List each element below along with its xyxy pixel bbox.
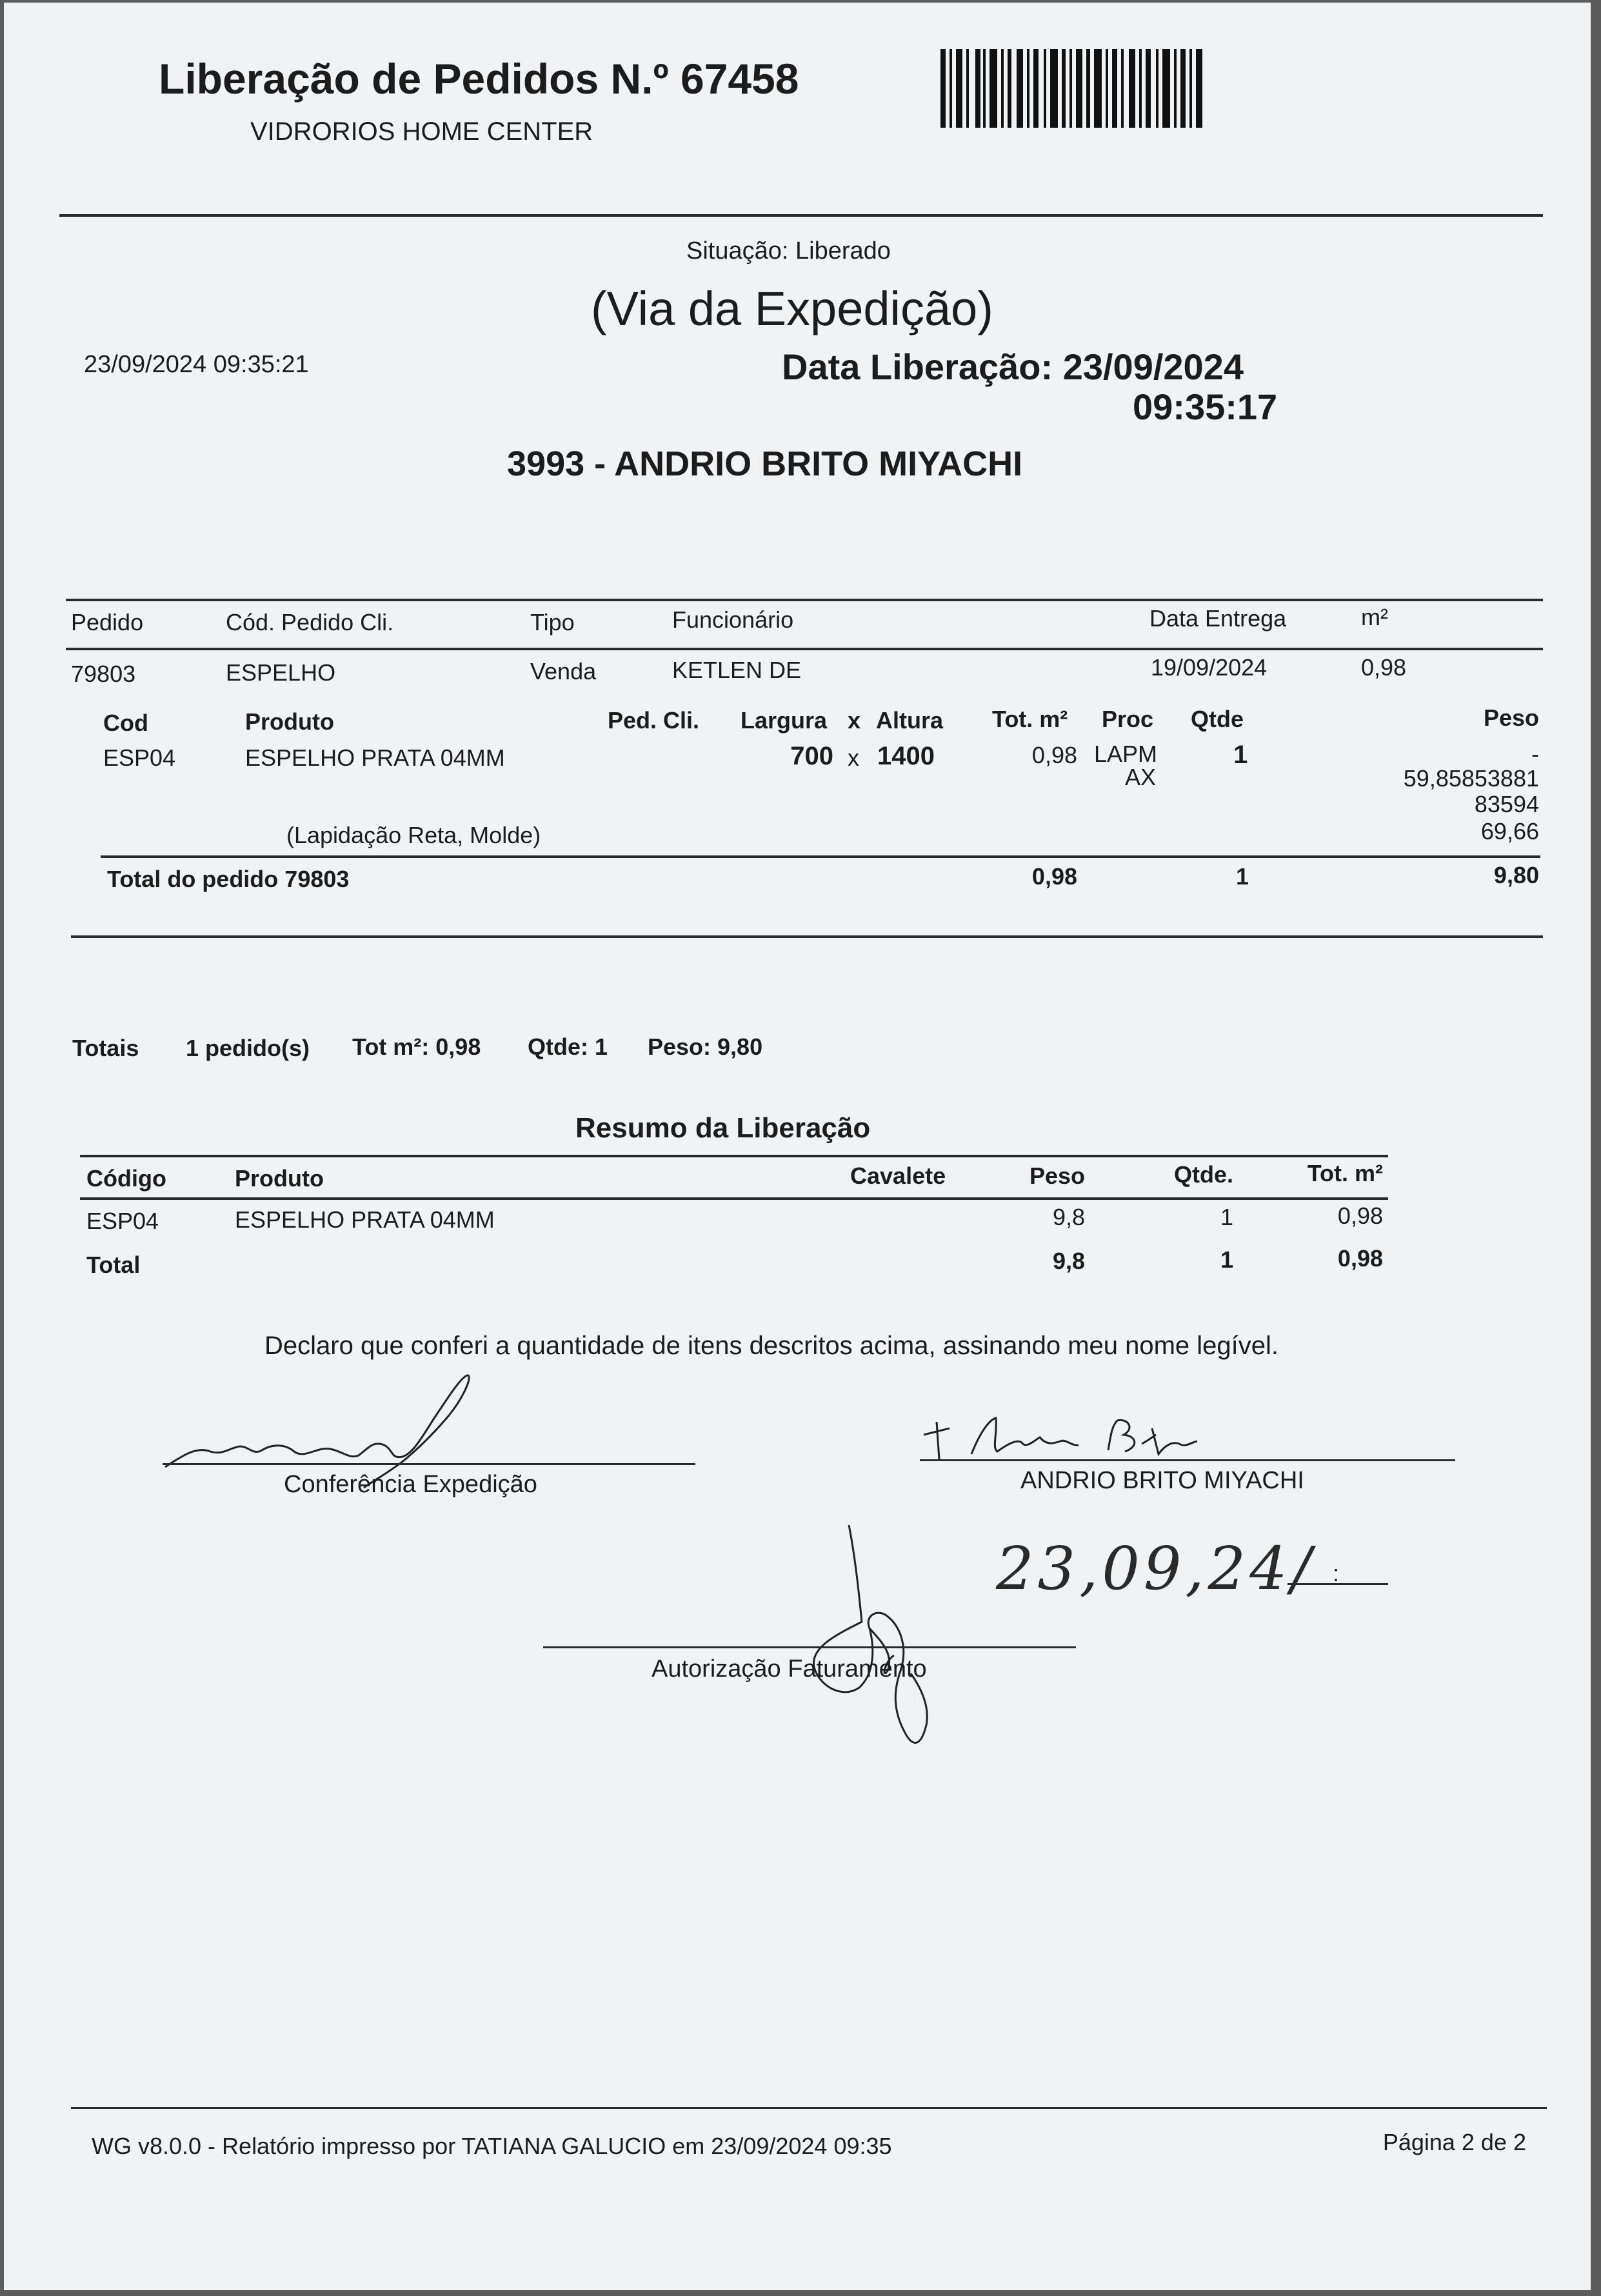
autorizacao-label: Autorização Faturamento	[651, 1655, 927, 1682]
summary-header-tot-m2: Tot. m²	[1307, 1160, 1383, 1186]
summary-cell-produto: ESPELHO PRATA 04MM	[235, 1206, 495, 1233]
order-total-peso: 9,80	[1493, 862, 1539, 888]
summary-title: Resumo da Liberação	[575, 1112, 871, 1144]
order-header-cod-pedido-cli: Cód. Pedido Cli.	[226, 609, 394, 635]
summary-header-codigo: Código	[86, 1165, 166, 1192]
item-processing-note: (Lapidação Reta, Molde)	[286, 822, 541, 848]
autorizacao-signature-line	[543, 1646, 1076, 1648]
item-header-altura: Altura	[876, 707, 944, 734]
printed-timestamp: 23/09/2024 09:35:21	[84, 351, 309, 378]
summary-total-qtde: 1	[1220, 1246, 1233, 1273]
order-cell-pedido: 79803	[71, 661, 136, 687]
order-header-data-entrega: Data Entrega	[1149, 605, 1287, 632]
item-header-cod: Cod	[103, 710, 148, 736]
summary-total-label: Total	[86, 1252, 141, 1278]
item-cell-largura: 700	[790, 742, 833, 770]
totals-peso: Peso: 9,80	[648, 1033, 763, 1060]
item-cell-peso-line1: 59,85853881	[1403, 765, 1539, 792]
item-total-rule	[101, 855, 1540, 858]
summary-header-produto: Produto	[235, 1165, 324, 1192]
item-cell-peso-line2: 83594	[1474, 791, 1539, 817]
copy-type-title: (Via da Expedição)	[591, 282, 993, 335]
order-cell-cod-pedido-cli: ESPELHO	[226, 659, 336, 686]
header-divider	[59, 214, 1543, 217]
order-header-pedido: Pedido	[71, 609, 144, 635]
summary-top-rule	[80, 1155, 1388, 1157]
totals-tot-m2: Tot m²: 0,98	[352, 1033, 481, 1060]
totals-qtde: Qtde: 1	[528, 1033, 608, 1060]
document-page	[4, 3, 1591, 2290]
order-cell-funcionario: KETLEN DE	[672, 657, 802, 683]
order-header-m2: m²	[1361, 604, 1388, 630]
footer-page-number: Página 2 de 2	[1382, 2129, 1526, 2155]
footer-print-info: WG v8.0.0 - Relatório impresso por TATIANA GALUCIO em 23/09/2024 09:35	[92, 2133, 892, 2159]
order-table-header-rule	[66, 648, 1543, 650]
summary-cell-codigo: ESP04	[86, 1208, 159, 1234]
item-cell-peso-line3: 69,66	[1480, 818, 1539, 844]
client-signature-name: ANDRIO BRITO MIYACHI	[1020, 1467, 1304, 1494]
item-cell-peso-dash: -	[1531, 741, 1539, 767]
release-time: 09:35:17	[1133, 386, 1278, 427]
order-total-m2: 0,98	[1031, 863, 1077, 890]
client-name: 3993 - ANDRIO BRITO MIYACHI	[507, 444, 1023, 483]
totals-label: Totais	[72, 1035, 139, 1061]
item-header-x: x	[848, 707, 861, 734]
item-header-produto: Produto	[245, 708, 334, 735]
barcode	[940, 49, 1204, 128]
company-name: VIDRORIOS HOME CENTER	[250, 117, 593, 146]
item-cell-altura: 1400	[877, 742, 935, 770]
summary-cell-qtde: 1	[1220, 1204, 1233, 1230]
summary-total-peso: 9,8	[1052, 1248, 1085, 1274]
summary-cell-tot-m2: 0,98	[1337, 1203, 1383, 1229]
order-cell-m2: 0,98	[1361, 654, 1407, 681]
time-colon: :	[1333, 1560, 1340, 1586]
order-header-funcionario: Funcionário	[672, 606, 794, 633]
item-cell-proc-line1: LAPM	[1094, 741, 1158, 767]
order-header-tipo: Tipo	[530, 609, 575, 635]
item-header-ped-cli: Ped. Cli.	[608, 707, 700, 734]
summary-header-cavalete: Cavalete	[850, 1163, 946, 1189]
item-cell-produto: ESPELHO PRATA 04MM	[245, 744, 505, 771]
item-header-peso: Peso	[1483, 704, 1539, 731]
declaration-text: Declaro que conferi a quantidade de itens descritos acima, assinando meu nome legível.	[264, 1332, 1279, 1360]
item-cell-proc-line2: AX	[1125, 764, 1157, 790]
item-cell-x: x	[848, 744, 859, 771]
totals-pedidos: 1 pedido(s)	[186, 1035, 310, 1061]
order-cell-tipo: Venda	[530, 658, 597, 684]
summary-header-rule	[80, 1197, 1388, 1200]
footer-rule	[71, 2107, 1547, 2109]
item-header-qtde: Qtde	[1191, 706, 1244, 732]
summary-cell-peso: 9,8	[1052, 1204, 1085, 1230]
autorizacao-signature	[797, 1519, 965, 1757]
order-cell-data-entrega: 19/09/2024	[1151, 654, 1268, 681]
document-title: Liberação de Pedidos N.º 67458	[159, 55, 799, 103]
summary-total-tot-m2: 0,98	[1337, 1245, 1383, 1272]
conferencia-signature-line	[163, 1463, 695, 1465]
handwritten-date: 23,09,24/	[996, 1534, 1315, 1603]
client-signature	[920, 1409, 1229, 1467]
order-table-top-rule	[66, 599, 1543, 601]
item-header-tot-m2: Tot. m²	[992, 706, 1068, 732]
item-header-proc: Proc	[1102, 706, 1154, 732]
items-end-rule	[71, 935, 1543, 938]
summary-header-peso: Peso	[1029, 1163, 1085, 1189]
conferencia-label: Conferência Expedição	[284, 1471, 537, 1498]
release-date: Data Liberação: 23/09/2024	[782, 346, 1244, 387]
summary-header-qtde: Qtde.	[1173, 1161, 1233, 1188]
order-total-qtde: 1	[1236, 863, 1249, 890]
status-text: Situação: Liberado	[686, 237, 891, 265]
item-cell-qtde: 1	[1233, 741, 1248, 769]
item-cell-tot-m2: 0,98	[1031, 742, 1077, 768]
client-signature-line	[920, 1459, 1455, 1461]
item-cell-cod: ESP04	[103, 744, 176, 771]
item-header-largura: Largura	[741, 707, 828, 734]
order-total-label: Total do pedido 79803	[107, 866, 350, 892]
